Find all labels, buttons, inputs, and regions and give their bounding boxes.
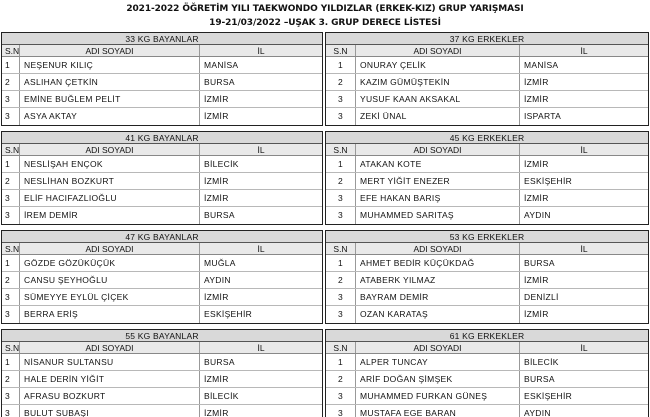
city-cell: BURSA <box>524 374 555 384</box>
athlete-name-cell: ASYA AKTAY <box>20 108 200 125</box>
table-row <box>326 74 648 91</box>
header-name: ADI SOYADI <box>356 243 520 254</box>
athlete-name-cell: KAZIM GÜMÜŞTEKİN <box>356 74 520 90</box>
city-cell: MUĞLA <box>204 258 236 268</box>
athlete-name-cell: ELİF HACIFAZLIOĞLU <box>20 190 200 206</box>
weight-class-title: 37 KG ERKEKLER <box>326 33 648 45</box>
table-row <box>2 371 322 388</box>
athlete-name-cell: İREM DEMİR <box>20 207 200 224</box>
table-header <box>2 243 322 255</box>
weight-band <box>1 131 649 225</box>
table-row <box>326 388 648 405</box>
table-row <box>2 354 322 371</box>
rank-cell: 3 <box>326 405 356 417</box>
city-cell: İZMİR <box>204 408 229 417</box>
rank-cell: 2 <box>326 74 356 90</box>
city-cell: ESKİŞEHİR <box>524 391 573 401</box>
title-line-1: 2021-2022 ÖĞRETİM YILI TAEKWONDO YILDIZLAR (ERKEK-KIZ) GRUP YARIŞMASI <box>126 4 524 14</box>
table-row <box>326 190 648 207</box>
rank-cell: 3 <box>326 306 356 323</box>
rank-cell: 1 <box>326 156 356 172</box>
rank-cell: 3 <box>326 108 356 125</box>
city-cell: ISPARTA <box>524 111 562 121</box>
weight-class-title: 55 KG BAYANLAR <box>2 330 322 342</box>
table-header <box>326 144 648 156</box>
weight-band <box>1 329 649 417</box>
city-cell: İZMİR <box>204 111 229 121</box>
header-sn: S.N <box>2 45 20 56</box>
athlete-name-cell: ZEKİ ÜNAL <box>356 108 520 125</box>
weight-class-title: 45 KG ERKEKLER <box>326 132 648 144</box>
table-header <box>326 45 648 57</box>
city-cell: İZMİR <box>524 309 549 319</box>
weight-class-title: 61 KG ERKEKLER <box>326 330 648 342</box>
athlete-name-cell: BERRA ERİŞ <box>20 306 200 323</box>
city-cell: İZMİR <box>204 374 229 384</box>
header-il: İL <box>257 343 265 353</box>
athlete-name-cell: AHMET BEDİR KÜÇÜKDAĞ <box>356 255 520 271</box>
table-row <box>2 306 322 323</box>
weight-class-title: 47 KG BAYANLAR <box>2 231 322 243</box>
athlete-name-cell: OZAN KARATAŞ <box>356 306 520 323</box>
header-sn: S.N <box>2 243 20 254</box>
header-name: ADI SOYADI <box>20 342 200 353</box>
header-sn: S.N <box>2 342 20 353</box>
table-row <box>326 371 648 388</box>
table-row <box>2 156 322 173</box>
city-cell: İZMİR <box>524 77 549 87</box>
athlete-name-cell: MERT YİĞİT ENEZER <box>356 173 520 189</box>
weight-class-table-left <box>1 329 323 417</box>
header-sn: S.N <box>326 342 356 353</box>
table-header <box>2 144 322 156</box>
document-title <box>0 0 650 32</box>
athlete-name-cell: BULUT SUBAŞI <box>20 405 200 417</box>
city-cell: İZMİR <box>524 193 549 203</box>
rank-cell: 1 <box>326 57 356 73</box>
header-sn: S.N <box>326 243 356 254</box>
rank-cell: 2 <box>326 371 356 387</box>
header-name: ADI SOYADI <box>356 342 520 353</box>
athlete-name-cell: ATAKAN KOTE <box>356 156 520 172</box>
table-row <box>326 91 648 108</box>
city-cell: AYDIN <box>524 408 551 417</box>
table-row <box>326 289 648 306</box>
header-name: ADI SOYADI <box>20 144 200 155</box>
athlete-name-cell: BAYRAM DEMİR <box>356 289 520 305</box>
weight-class-table-right <box>325 230 649 324</box>
weight-class-table-right <box>325 329 649 417</box>
table-row <box>2 190 322 207</box>
rank-cell: 3 <box>2 207 20 224</box>
table-row <box>326 173 648 190</box>
weight-class-table-left <box>1 131 323 225</box>
athlete-name-cell: NİSANUR SULTANSU <box>20 354 200 370</box>
athlete-name-cell: NEŞENUR KILIÇ <box>20 57 200 73</box>
rank-cell: 1 <box>2 156 20 172</box>
table-row <box>326 108 648 125</box>
header-sn: S.N <box>326 45 356 56</box>
header-il: İL <box>580 343 588 353</box>
table-row <box>326 57 648 74</box>
rank-cell: 1 <box>2 255 20 271</box>
header-il: İL <box>257 145 265 155</box>
header-name: ADI SOYADI <box>356 144 520 155</box>
table-row <box>326 354 648 371</box>
table-row <box>2 289 322 306</box>
rank-cell: 3 <box>326 207 356 224</box>
rank-cell: 2 <box>2 173 20 189</box>
header-sn: S.N <box>326 144 356 155</box>
weight-class-table-left <box>1 32 323 126</box>
athlete-name-cell: GÖZDE GÖZÜKÜÇÜK <box>20 255 200 271</box>
header-il: İL <box>580 145 588 155</box>
athlete-name-cell: HALE DERİN YİĞİT <box>20 371 200 387</box>
weight-band <box>1 230 649 324</box>
weight-class-title: 33 KG BAYANLAR <box>2 33 322 45</box>
city-cell: MANİSA <box>524 60 559 70</box>
header-il: İL <box>580 244 588 254</box>
results-sheet <box>1 32 649 417</box>
header-il: İL <box>257 46 265 56</box>
rank-cell: 3 <box>2 289 20 305</box>
table-row <box>2 173 322 190</box>
city-cell: İZMİR <box>524 94 549 104</box>
athlete-name-cell: AFRASU BOZKURT <box>20 388 200 404</box>
athlete-name-cell: ARİF DOĞAN ŞİMŞEK <box>356 371 520 387</box>
city-cell: DENİZLİ <box>524 292 559 302</box>
header-il: İL <box>580 46 588 56</box>
header-name: ADI SOYADI <box>20 45 200 56</box>
city-cell: BURSA <box>204 357 235 367</box>
table-header <box>326 342 648 354</box>
city-cell: İZMİR <box>204 193 229 203</box>
table-row <box>326 207 648 224</box>
city-cell: ESKİŞEHİR <box>204 309 253 319</box>
table-row <box>2 91 322 108</box>
weight-class-table-right <box>325 131 649 225</box>
table-row <box>2 405 322 417</box>
athlete-name-cell: SÜMEYYE EYLÜL ÇİÇEK <box>20 289 200 305</box>
table-row <box>2 255 322 272</box>
athlete-name-cell: ATABERK YILMAZ <box>356 272 520 288</box>
athlete-name-cell: MUHAMMED FURKAN GÜNEŞ <box>356 388 520 404</box>
city-cell: BURSA <box>524 258 555 268</box>
city-cell: İZMİR <box>204 292 229 302</box>
weight-class-table-left <box>1 230 323 324</box>
table-header <box>326 243 648 255</box>
athlete-name-cell: EMİNE BUĞLEM PELİT <box>20 91 200 107</box>
athlete-name-cell: EFE HAKAN BARIŞ <box>356 190 520 206</box>
rank-cell: 2 <box>2 272 20 288</box>
table-header <box>2 45 322 57</box>
city-cell: ESKİŞEHİR <box>524 176 573 186</box>
city-cell: AYDIN <box>524 210 551 220</box>
rank-cell: 3 <box>326 388 356 404</box>
city-cell: BİLECİK <box>524 357 559 367</box>
rank-cell: 2 <box>326 272 356 288</box>
table-header <box>2 342 322 354</box>
athlete-name-cell: CANSU ŞEYHOĞLU <box>20 272 200 288</box>
table-row <box>2 57 322 74</box>
weight-class-title: 53 KG ERKEKLER <box>326 231 648 243</box>
rank-cell: 3 <box>326 190 356 206</box>
table-row <box>326 156 648 173</box>
weight-band <box>1 32 649 126</box>
rank-cell: 2 <box>326 173 356 189</box>
athlete-name-cell: MUHAMMED SARITAŞ <box>356 207 520 224</box>
rank-cell: 3 <box>2 306 20 323</box>
city-cell: BİLECİK <box>204 159 239 169</box>
athlete-name-cell: ONURAY ÇELİK <box>356 57 520 73</box>
header-il: İL <box>257 244 265 254</box>
rank-cell: 3 <box>2 405 20 417</box>
header-name: ADI SOYADI <box>20 243 200 254</box>
rank-cell: 3 <box>2 190 20 206</box>
rank-cell: 1 <box>2 57 20 73</box>
athlete-name-cell: ALPER TUNCAY <box>356 354 520 370</box>
table-row <box>2 272 322 289</box>
rank-cell: 2 <box>2 74 20 90</box>
rank-cell: 3 <box>326 289 356 305</box>
city-cell: İZMİR <box>524 159 549 169</box>
rank-cell: 2 <box>2 371 20 387</box>
rank-cell: 3 <box>326 91 356 107</box>
city-cell: BİLECİK <box>204 391 239 401</box>
rank-cell: 1 <box>326 255 356 271</box>
athlete-name-cell: ASLIHAN ÇETKİN <box>20 74 200 90</box>
title-line-2: 19-21/03/2022 –UŞAK 3. GRUP DERECE LİSTESİ <box>209 18 441 28</box>
table-row <box>326 272 648 289</box>
city-cell: İZMİR <box>204 176 229 186</box>
rank-cell: 3 <box>2 388 20 404</box>
city-cell: AYDIN <box>204 275 231 285</box>
city-cell: BURSA <box>204 210 235 220</box>
weight-class-table-right <box>325 32 649 126</box>
table-row <box>2 388 322 405</box>
rank-cell: 3 <box>2 91 20 107</box>
table-row <box>326 405 648 417</box>
table-row <box>326 306 648 323</box>
header-name: ADI SOYADI <box>356 45 520 56</box>
rank-cell: 1 <box>2 354 20 370</box>
table-row <box>2 108 322 125</box>
header-sn: S.N <box>2 144 20 155</box>
athlete-name-cell: MUSTAFA EGE BARAN <box>356 405 520 417</box>
table-row <box>2 74 322 91</box>
table-row <box>2 207 322 224</box>
city-cell: İZMİR <box>524 275 549 285</box>
table-row <box>326 255 648 272</box>
athlete-name-cell: YUSUF KAAN AKSAKAL <box>356 91 520 107</box>
athlete-name-cell: NESLİHAN BOZKURT <box>20 173 200 189</box>
city-cell: BURSA <box>204 77 235 87</box>
rank-cell: 3 <box>2 108 20 125</box>
athlete-name-cell: NESLİŞAH ENÇOK <box>20 156 200 172</box>
city-cell: İZMİR <box>204 94 229 104</box>
rank-cell: 1 <box>326 354 356 370</box>
city-cell: MANİSA <box>204 60 239 70</box>
weight-class-title: 41 KG BAYANLAR <box>2 132 322 144</box>
